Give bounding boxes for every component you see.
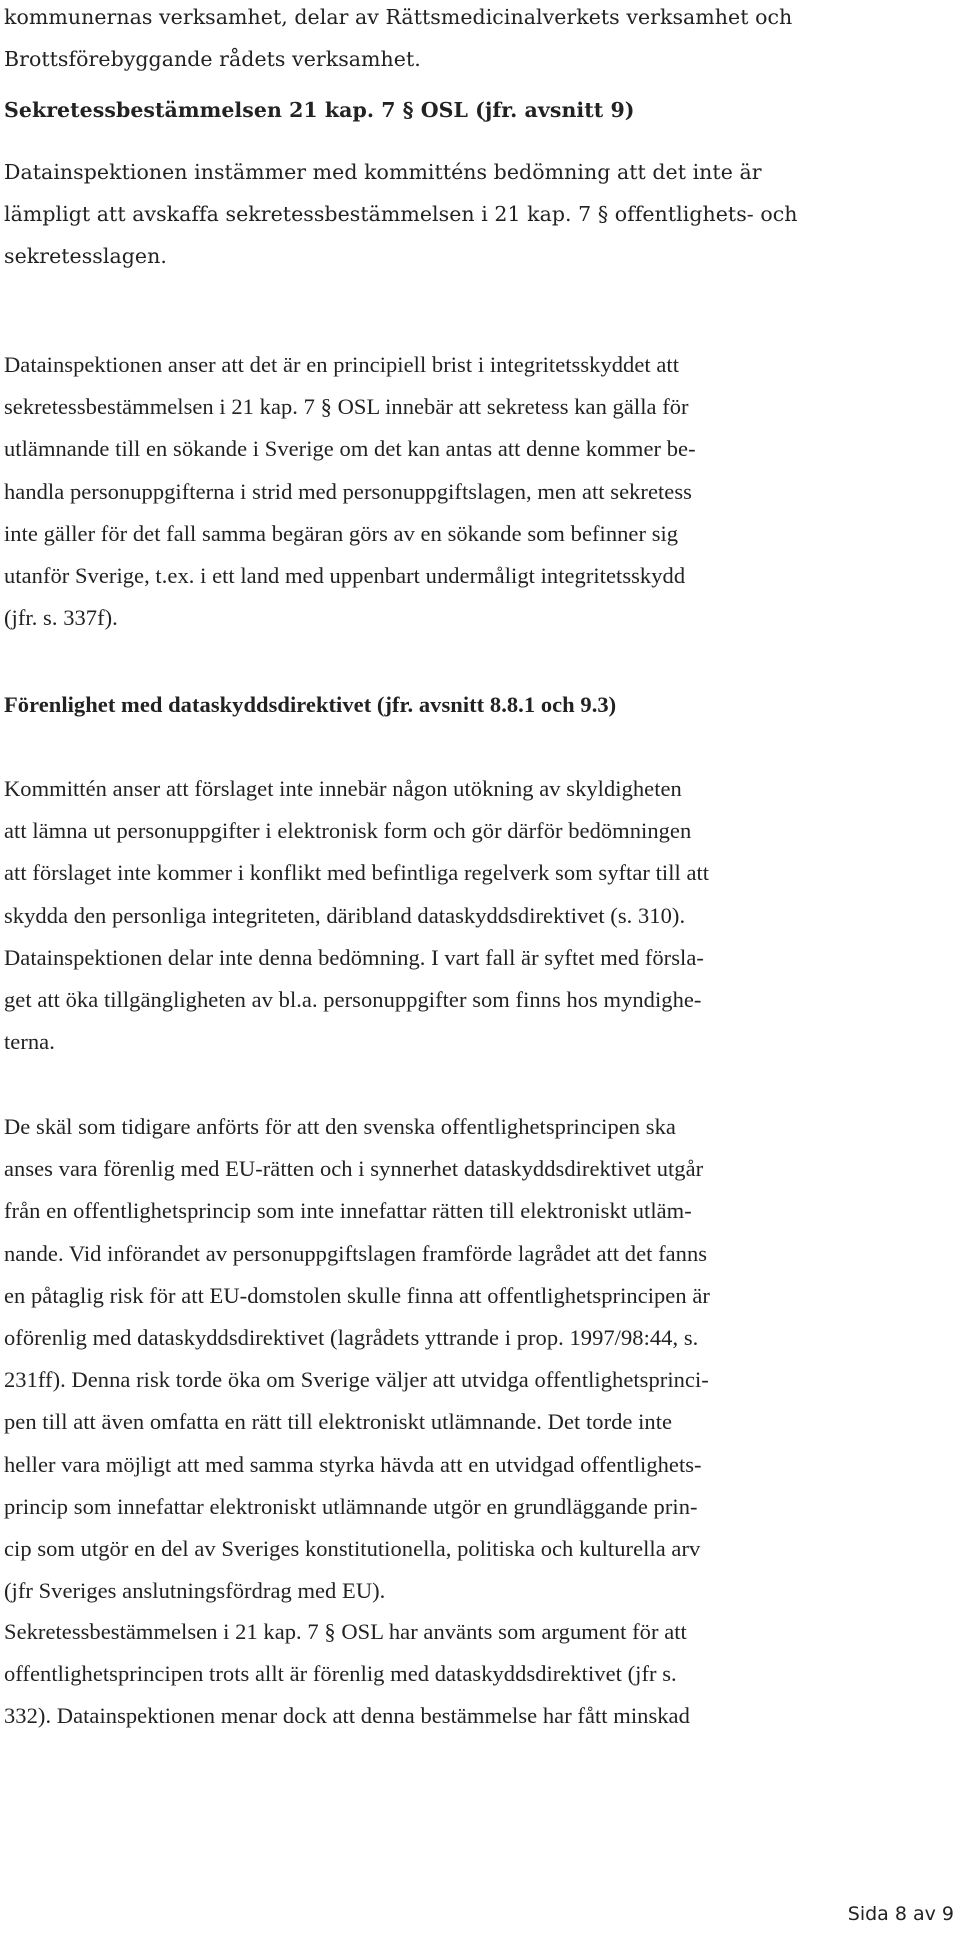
text-line: en påtaglig risk för att EU-domstolen skulle finna att offentlighetsprincipen är	[4, 1282, 710, 1308]
text-line: Brottsförebyggande rådets verksamhet.	[4, 47, 421, 72]
text-line: nande. Vid införandet av personuppgiftslagen framförde lagrådet att det fanns	[4, 1240, 708, 1266]
text-line: utanför Sverige, t.ex. i ett land med uppenbart undermåligt integritetsskydd	[4, 563, 686, 588]
text-line: 332). Datainspektionen menar dock att denna bestämmelse har fått minskad	[4, 1703, 690, 1729]
text-line: terna.	[4, 1029, 55, 1055]
text-line: sekretessbestämmelsen i 21 kap. 7 § OSL innebär att sekretess kan gälla för	[4, 394, 689, 420]
text-line: att förslaget inte kommer i konflikt med befintliga regelverk som syftar till att	[4, 860, 710, 886]
text-line: lämpligt att avskaffa sekretessbestämmelsen i 21 kap. 7 § offentlighets- och	[4, 202, 798, 227]
text-line: kommunernas verksamhet, delar av Rättsmedicinalverkets verksamhet och	[4, 5, 793, 29]
text-line: De skäl som tidigare anförts för att den svenska offentlighetsprincipen ska	[4, 1114, 676, 1139]
text-line: från en offentlighetsprincip som inte innefattar rätten till elektroniskt utläm-	[4, 1198, 692, 1224]
text-line: handla personuppgifterna i strid med personuppgiftslagen, men att sekretess	[4, 478, 692, 504]
text-line: cip som utgör en del av Sveriges konstitutionella, politiska och kulturella arv	[4, 1536, 701, 1561]
text-line: Sekretessbestämmelsen i 21 kap. 7 § OSL har använts som argument för att	[4, 1619, 687, 1644]
text-line: offentlighetsprincipen trots allt är förenlig med dataskyddsdirektivet (jfr s.	[4, 1661, 677, 1687]
text-line: Sekretessbestämmelsen 21 kap. 7 § OSL (jfr. avsnitt 9)	[4, 98, 635, 122]
text-line: sekretesslagen.	[4, 244, 167, 269]
text-line: utlämnande till en sökande i Sverige om det kan antas att denne kommer be-	[4, 436, 696, 462]
text-line: (jfr Sveriges anslutningsfördrag med EU).	[4, 1578, 386, 1604]
text-line: Datainspektionen instämmer med kommitténs bedömning att det inte är	[4, 160, 762, 184]
text-line: princip som innefattar elektroniskt utlämnande utgör en grundläggande prin-	[4, 1493, 698, 1519]
text-line: skydda den personliga integriteten, däribland dataskyddsdirektivet (s. 310).	[4, 902, 686, 928]
text-line: anses vara förenlig med EU-rätten och i synnerhet dataskyddsdirektivet utgår	[4, 1156, 704, 1182]
text-line: Kommittén anser att förslaget inte innebär någon utökning av skyldigheten	[4, 776, 682, 801]
text-line: oförenlig med dataskyddsdirektivet (lagrådets yttrande i prop. 1997/98:44, s.	[4, 1325, 699, 1350]
text-line: 231ff). Denna risk torde öka om Sverige väljer att utvidga offentlighetsprinci-	[4, 1367, 709, 1393]
text-line: Datainspektionen anser att det är en principiell brist i integritetsskyddet att	[4, 352, 680, 377]
text-line: Datainspektionen delar inte denna bedömning. I vart fall är syftet med försla-	[4, 944, 704, 970]
text-line: inte gäller för det fall samma begäran görs av en sökande som befinner sig	[4, 520, 679, 546]
text-line: (jfr. s. 337f).	[4, 605, 118, 631]
text-line: pen till att även omfatta en rätt till elektroniskt utlämnande. Det torde inte	[4, 1409, 673, 1435]
text-line: heller vara möjligt att med samma styrka hävda att en utvidgad offentlighets-	[4, 1451, 702, 1477]
page-number: Sida 8 av 9	[847, 1903, 954, 1925]
text-line: att lämna ut personuppgifter i elektronisk form och gör därför bedömningen	[4, 818, 692, 844]
text-line: get att öka tillgängligheten av bl.a. personuppgifter som finns hos myndighe-	[4, 987, 702, 1012]
text-line: Förenlighet med dataskyddsdirektivet (jfr. avsnitt 8.8.1 och 9.3)	[4, 692, 617, 717]
